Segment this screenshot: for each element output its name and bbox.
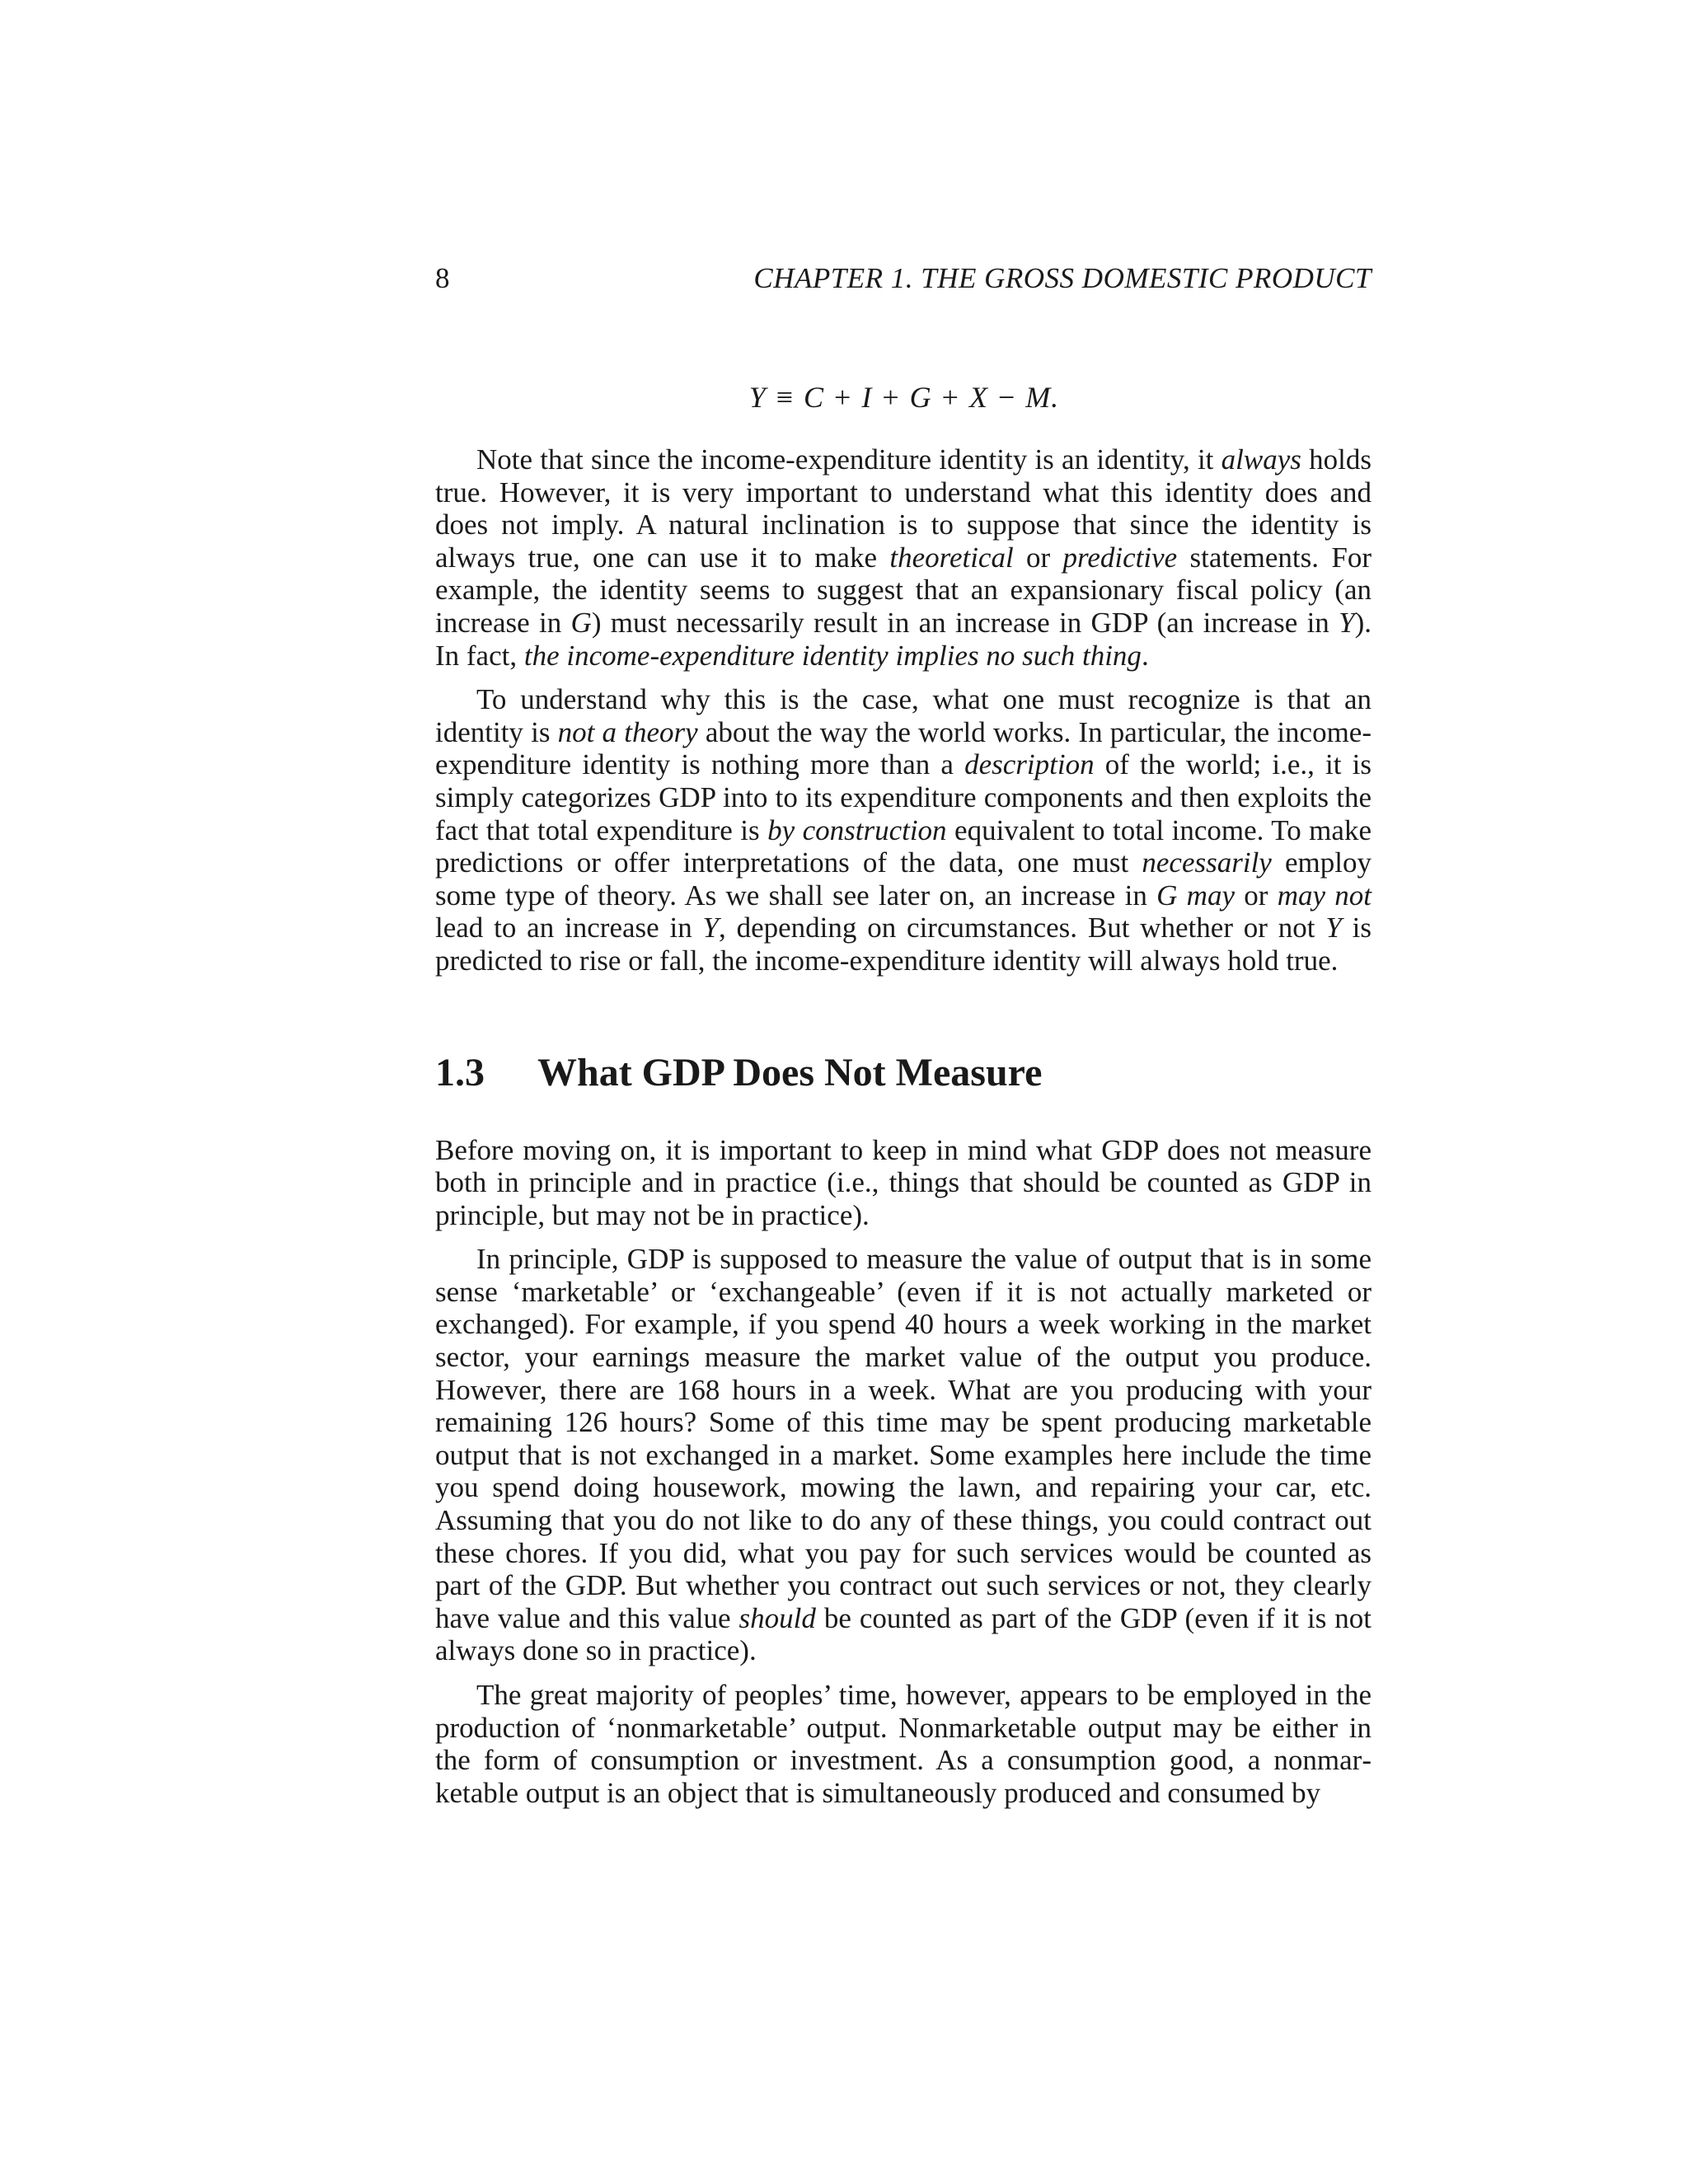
emphasis-span: necessarily — [1142, 846, 1272, 879]
chapter-title: CHAPTER 1. THE GROSS DOMESTIC PRODUCT — [753, 262, 1372, 294]
text-span: ) must necessarily result in an increase in GDP (an increase in — [591, 606, 1339, 639]
running-header — [435, 257, 1372, 300]
paragraph-not-a-theory — [435, 683, 1372, 977]
emphasis-span: not a theory — [557, 715, 698, 748]
section-heading — [435, 1047, 1372, 1099]
eq-var-m: M — [1025, 381, 1051, 414]
text-span: be counted as part of the GDP (even if it is not always done so in practice). — [435, 1601, 1372, 1667]
text-span: or — [1013, 541, 1063, 574]
emphasis-span: may not — [1277, 879, 1372, 912]
text-span: In principle, GDP is supposed to measure the value of output that is in some sense ‘marketable’ or ‘exchangeable’ (even if it is not actually marketed or exchanged). For example, if you spend 40 hours a week working in the market sector, your earnings measure the market value of the output you produce. However, there are 168 hours in a week. What are you producing with your remaining 126 hours? Some of this time may be spent producing marketable output that is not exchanged in a market. Some examples here include the time you spend doing housework, mowing the lawn, and repairing your car, etc. Assuming that you do not like to do any of these things, you could contract out these chores. If you did, what you pay for such services would be counted as part of the GDP. But whether you contract out such services or not, they clearly have value and this value — [435, 1243, 1372, 1634]
emphasis-span: should — [738, 1601, 816, 1634]
emphasis-span: predictive — [1062, 541, 1178, 574]
text-span: holds true. However, it is very important to understand what this identity does and does not imply. A natural inclination is to suppose that since the identity is always true, one can use it to make — [435, 443, 1372, 574]
page-number: 8 — [435, 262, 450, 294]
section-title: What GDP Does Not Measure — [537, 1050, 1043, 1094]
text-span: ). In fact, — [435, 606, 1372, 672]
text-span: Note that since the income-expenditure identity is an identity, it — [476, 443, 1221, 476]
text-span: or — [1234, 879, 1278, 912]
paragraph-in-principle — [435, 1243, 1372, 1667]
text-span: To understand why this is the case, what one must recognize is that an identity is — [435, 683, 1372, 748]
paragraph-before-moving-on: Before moving on, it is important to keep in mind what GDP does not measure both in principle and in practice (i.e., things that should be counted as GDP in principle, but may not be in practice). — [435, 1133, 1372, 1231]
emphasis-span: Y — [1339, 606, 1355, 639]
eq-plus-sign: + — [941, 381, 959, 414]
text-span: , depending on circumstances. But whether or not — [719, 912, 1326, 944]
eq-period: . — [1050, 381, 1058, 414]
text-span: employ some type of theory. As we shall see later on, an increase in — [435, 846, 1372, 912]
eq-minus-sign: − — [997, 381, 1015, 414]
emphasis-span: G may — [1156, 879, 1235, 912]
emphasis-span: description — [964, 748, 1095, 781]
text-span: equivalent to total income. To make predictions or offer interpretations of the data, one must — [435, 813, 1372, 879]
emphasis-span: Y — [1325, 912, 1342, 944]
text-span: lead to an increase in — [435, 912, 703, 944]
emphasis-span: always — [1221, 443, 1301, 476]
text-span: about the way the world works. In particular, the income-expenditure identity is nothing more than a — [435, 715, 1372, 781]
emphasis-span: Y — [702, 912, 720, 944]
eq-var-c: C — [804, 381, 824, 414]
emphasis-span: G — [570, 606, 592, 639]
text-span: of the world; i.e., it is simply categorizes GDP into to its expenditure components and then exploits the fact that total expenditure is — [435, 748, 1372, 846]
paragraph-identity-note — [435, 443, 1372, 672]
document-page — [435, 257, 1372, 1809]
eq-var-x: X — [968, 381, 987, 414]
text-span: statements. For example, the identity seems to suggest that an expansionary fiscal policy (an increase in — [435, 541, 1372, 639]
eq-var-y: Y — [748, 381, 766, 414]
eq-equiv-sign: ≡ — [776, 381, 794, 414]
text-span: . — [1141, 639, 1149, 672]
text-span: is predicted to rise or fall, the income-expenditure identity will always hold true. — [435, 912, 1372, 977]
section-number: 1.3 — [435, 1050, 485, 1094]
emphasis-span: theoretical — [889, 541, 1014, 574]
paragraph-nonmarketable: The great majority of peoples’ time, however, appears to be employed in the production of ‘nonmarketable’ output. Nonmarketable output may be either in the form of consumption or investment. As a consumption good, a nonmarketable output is an object that is simultaneously produced and consumed by — [435, 1679, 1372, 1809]
eq-plus-sign: + — [882, 381, 899, 414]
eq-plus-sign: + — [834, 381, 851, 414]
emphasis-span: by construction — [767, 813, 947, 846]
emphasis-span: the income-expenditure identity implies no such thing — [523, 639, 1142, 672]
eq-var-i: I — [861, 381, 872, 414]
eq-var-g: G — [909, 381, 931, 414]
income-expenditure-equation — [435, 376, 1372, 419]
